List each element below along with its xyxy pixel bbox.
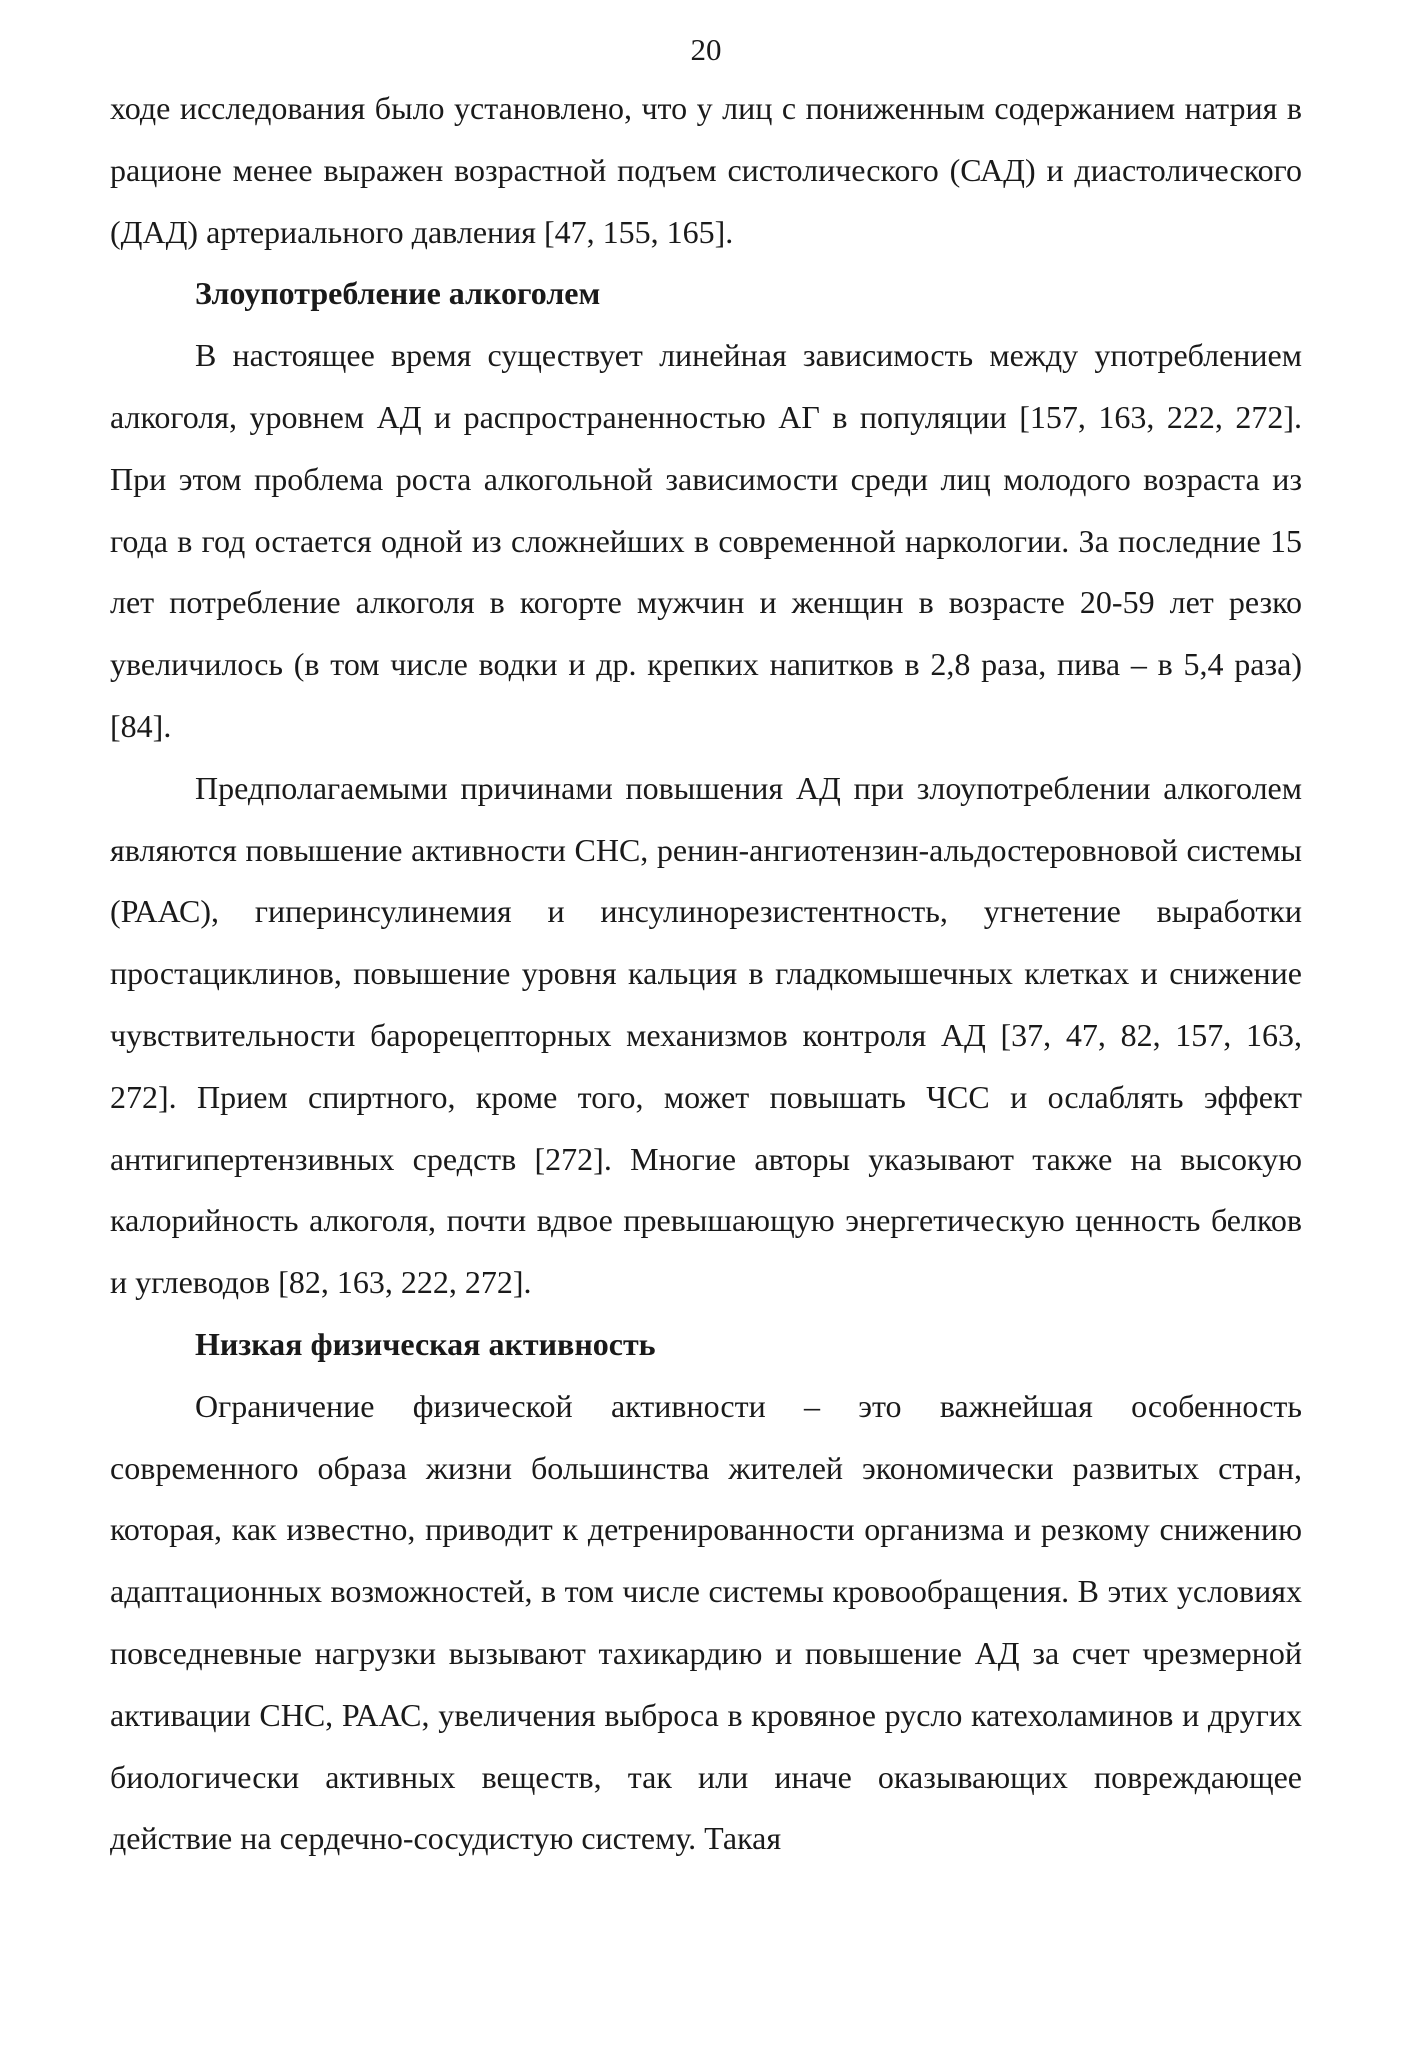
paragraph-physical-activity: Ограничение физической активности – это важнейшая особенность современного образа жизни большинства жителей экономически развитых стран, которая, как известно, приводит к детренированности организма и резкому снижению адаптационных возможностей, в том числе системы кровообращения. В этих условиях повседневные нагрузки вызывают тахикардию и повышение АД за счет чрезмерной активации СНС, РААС, увеличения выброса в кровяное русло катехоламинов и других биологически активных веществ, так или иначе оказывающих повреждающее действие на сердечно-сосудистую систему. Такая <box>110 1387 1302 1857</box>
paragraph-alcohol-mechanisms: Предполагаемыми причинами повышения АД при злоупотреблении алкоголем являются повышение активности СНС, ренин-ангиотензин-альдостеровновой системы (РААС), гиперинсулинемия и инсулинорезистентность, угнетение выработки простациклинов, повышение уровня кальция в гладкомышечных клетках и снижение чувствительности барорецепторных механизмов контроля АД [37, 47, 82, 157, 163, 272]. Прием спиртного, кроме того, может повышать ЧСС и ослаблять эффект антигипертензивных средств [272]. Многие авторы указывают также на высокую калорийность алкоголя, почти вдвое превышающую энергетическую ценность белков и углеводов [82, 163, 222, 272]. <box>110 769 1302 1301</box>
section-heading-physical-activity: Низкая физическая активность <box>195 1325 656 1362</box>
paragraph-alcohol-dependence: В настоящее время существует линейная зависимость между употреблением алкоголя, уровнем АД и распространенностью АГ в популяции [157, 163, 222, 272]. При этом проблема роста алкогольной зависимости среди лиц молодого возраста из года в год остается одной из сложнейших в современной наркологии. За последние 15 лет потребление алкоголя в когорте мужчин и женщин в возрасте 20-59 лет резко увеличилось (в том числе водки и др. крепких напитков в 2,8 раза, пива – в 5,4 раза) [84]. <box>110 337 1302 744</box>
section-heading-alcohol: Злоупотребление алкоголем <box>195 275 601 312</box>
page-body <box>110 78 1302 1870</box>
page-number: 20 <box>690 32 722 67</box>
paragraph-sodium-continuation: ходе исследования было установлено, что у лиц с пониженным содержанием натрия в рационе менее выражен возрастной подъем систолического (САД) и диастолического (ДАД) артериального давления [47, 155, 165]. <box>110 90 1302 250</box>
